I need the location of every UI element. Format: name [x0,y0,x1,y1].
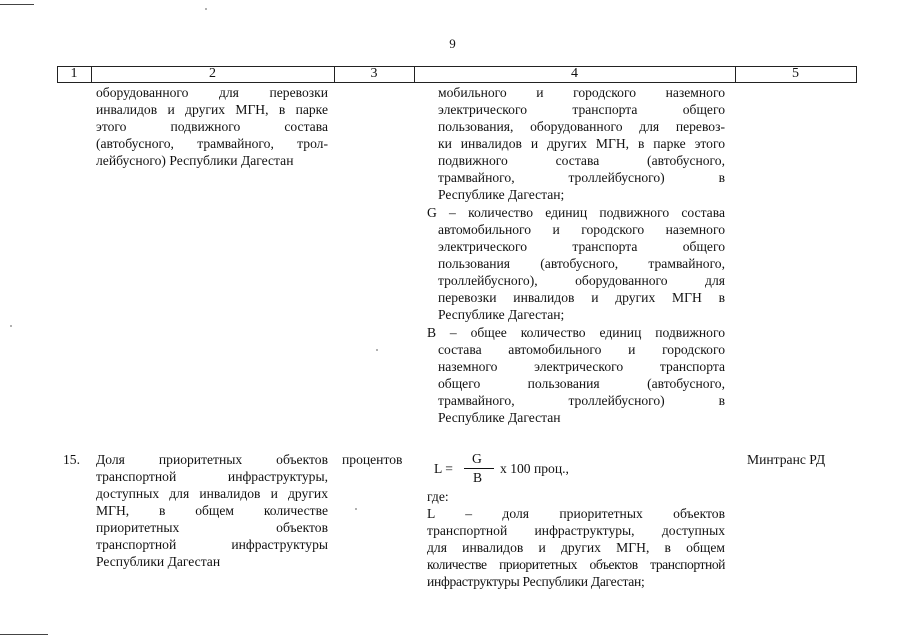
header-col-2: 2 [209,66,216,81]
scan-edge-mark [0,634,48,635]
text-line: МГН, в общем количестве [96,503,328,518]
text-line: электрического транспорта общего [438,239,725,254]
header-col-5: 5 [792,66,799,81]
text-line: G – количество единиц подвижного состава [427,205,725,220]
header-col-4: 4 [571,66,578,81]
scan-edge-mark [0,4,34,5]
table-header-bottom-border [57,82,857,83]
text-line: количестве приоритетных объектов транспортной [427,557,725,572]
formula-rhs: x 100 проц., [500,461,569,476]
text-line: троллейбусного), оборудованного для [438,273,725,288]
row-number: 15. [63,452,80,467]
responsible-cell: Минтранс РД [747,452,826,467]
text-line: Доля приоритетных объектов [96,452,328,467]
scan-speck [355,508,357,510]
formula-lhs: L = [434,461,453,476]
text-line: наземного электрического транспорта [438,359,725,374]
text-line: лейбусного) Республики Дагестан [96,153,294,168]
text-line: инвалидов и других МГН, в парке [96,102,328,117]
text-line: мобильного и городского наземного [438,85,725,100]
text-line: трамвайного, троллейбусного) в [438,170,725,185]
text-line: Республики Дагестан [96,554,221,569]
text-line: доступных для инвалидов и других [96,486,328,501]
text-line: транспортной инфраструктуры, доступных [427,523,725,538]
text-line: общего пользования (автобусного, [438,376,725,391]
scan-speck [10,325,12,327]
header-col-3: 3 [370,66,378,81]
scan-speck [205,8,207,10]
text-line: транспортной инфраструктуры [96,537,328,552]
table-header-divider [856,66,857,82]
text-line: Республике Дагестан; [438,187,565,202]
formula-denominator: B [473,470,483,485]
text-line: этого подвижного состава [96,119,328,134]
unit-cell: процентов [342,452,403,467]
text-line: пользования (автобусного, трамвайного, [438,256,725,271]
text-line: перевозки инвалидов и других МГН в [438,290,725,305]
text-line: оборудованного для перевозки [96,85,328,100]
text-line: электрического транспорта общего [438,102,725,117]
header-col-1: 1 [70,66,78,81]
page-number: 9 [449,36,456,51]
text-line: ки инвалидов и других МГН, в парке этого [438,136,725,151]
text-line: Республике Дагестан [438,410,561,425]
text-line: для инвалидов и других МГН, в общем [427,540,725,555]
text-line: автомобильного и городского наземного [438,222,725,237]
text-line: В – общее количество единиц подвижного [427,325,725,340]
text-line: пользования, оборудованного для перевоз- [438,119,725,134]
text-line: подвижного состава (автобусного, [438,153,725,168]
text-line: транспортной инфраструктуры, [96,469,328,484]
text-line: трамвайного, троллейбусного) в [438,393,725,408]
text-line: L – доля приоритетных объектов [427,506,725,521]
fraction-bar [464,468,494,469]
text-line: где: [427,489,449,504]
text-line: приоритетных объектов [96,520,328,535]
text-line: инфраструктуры Республики Дагестан; [427,574,645,589]
text-line: (автобусного, трамвайного, трол- [96,136,328,151]
formula-numerator: G [472,451,482,466]
text-line: состава автомобильного и городского [438,342,725,357]
scan-speck [376,349,378,351]
text-line: Республике Дагестан; [438,307,565,322]
